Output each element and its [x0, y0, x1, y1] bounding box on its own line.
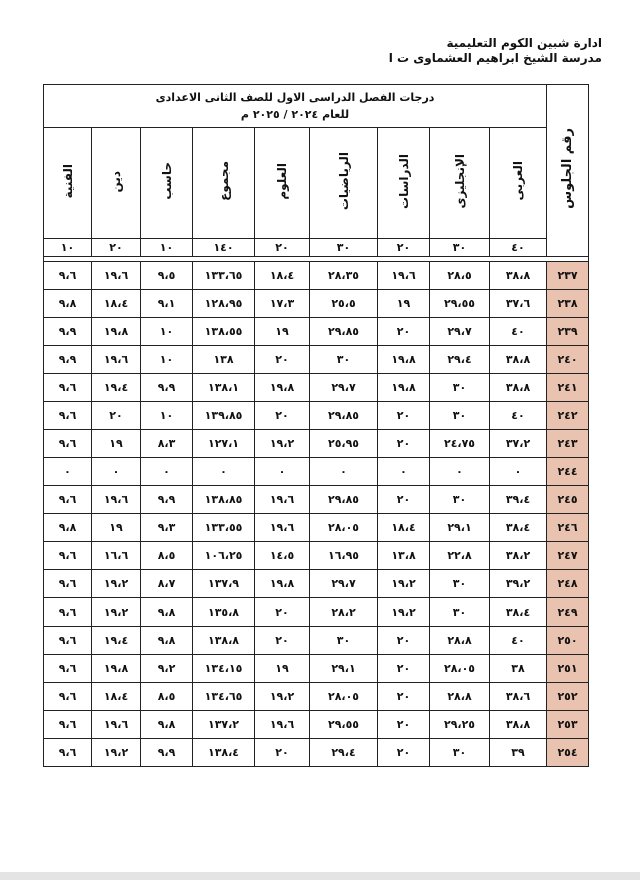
- column-headers: [44, 127, 589, 238]
- grade-cell: ١٩،٤: [92, 626, 141, 654]
- grade-cell: ٣٨،٨: [490, 373, 547, 401]
- grade-cell: ٢٩،٢٥: [430, 710, 490, 738]
- grade-cell: ٢٩،٨٥: [310, 486, 378, 514]
- max-score-cell: ١٠: [141, 238, 193, 256]
- student-row: [44, 542, 589, 570]
- grade-cell: ٩،٨: [141, 598, 193, 626]
- grade-cell: ١٩،٨: [92, 654, 141, 682]
- grade-cell: ١٤،٥: [255, 542, 310, 570]
- grade-cell: ٣٨،٨: [490, 261, 547, 289]
- grade-cell: ٣٩: [490, 738, 547, 766]
- grade-cell: ٢٠: [255, 626, 310, 654]
- max-score-cell: ٢٠: [255, 238, 310, 256]
- grade-cell: ٢٥،٩٥: [310, 430, 378, 458]
- grade-cell: ١٦،٦: [92, 542, 141, 570]
- grade-cell: ٠: [193, 458, 255, 486]
- grade-cell: ٢٠: [378, 710, 430, 738]
- seat-number-cell: ٢٤٧: [547, 542, 589, 570]
- grade-cell: ٩،٦: [44, 626, 92, 654]
- grade-cell: ١٩،٨: [255, 373, 310, 401]
- grade-cell: ٩،٦: [44, 402, 92, 430]
- student-row: [44, 598, 589, 626]
- grade-cell: ١٩،٤: [92, 373, 141, 401]
- grade-cell: ٩،٦: [44, 430, 92, 458]
- student-row: [44, 514, 589, 542]
- student-row: [44, 570, 589, 598]
- student-row: [44, 373, 589, 401]
- grade-cell: ١٨،٤: [255, 261, 310, 289]
- grade-cell: ٢٠: [378, 486, 430, 514]
- seat-number-cell: ٢٤٩: [547, 598, 589, 626]
- grade-cell: ٢٥،٥: [310, 289, 378, 317]
- grade-cell: ٣٠: [430, 738, 490, 766]
- grade-cell: ٢٠: [378, 317, 430, 345]
- grade-cell: ٨،٣: [141, 430, 193, 458]
- grade-cell: ٢٠: [378, 654, 430, 682]
- column-header: الدراسات: [378, 127, 430, 238]
- grade-cell: ٣٠: [430, 570, 490, 598]
- grade-cell: ١٩: [255, 654, 310, 682]
- seat-number-cell: ٢٤٤: [547, 458, 589, 486]
- grade-cell: ١٩،٨: [378, 373, 430, 401]
- grade-cell: ٠: [141, 458, 193, 486]
- grade-cell: ١٩،٢: [255, 430, 310, 458]
- grade-cell: ١٣٨،٨: [193, 626, 255, 654]
- grade-cell: ٩،٦: [44, 738, 92, 766]
- seat-number-cell: ٢٥٢: [547, 682, 589, 710]
- grade-cell: ٠: [255, 458, 310, 486]
- grade-cell: ٣٠: [430, 598, 490, 626]
- grade-cell: ١٨،٤: [378, 514, 430, 542]
- grade-cell: ٩،١: [141, 289, 193, 317]
- max-score-cell: ٤٠: [490, 238, 547, 256]
- grade-cell: ٩،٨: [44, 514, 92, 542]
- student-row: [44, 710, 589, 738]
- grade-cell: ٩،٦: [44, 570, 92, 598]
- grade-cell: ٢٠: [92, 402, 141, 430]
- grade-cell: ٩،٥: [141, 261, 193, 289]
- seat-number-cell: ٢٣٧: [547, 261, 589, 289]
- grade-cell: ٤٠: [490, 317, 547, 345]
- grade-cell: ٢٩،٥٥: [310, 710, 378, 738]
- seat-number-cell: ٢٤٠: [547, 345, 589, 373]
- seat-number-cell: ٢٤٦: [547, 514, 589, 542]
- grade-cell: ١٩،٢: [92, 598, 141, 626]
- grade-cell: ٢٨،٨: [430, 626, 490, 654]
- grade-cell: ٩،٦: [44, 486, 92, 514]
- student-row: [44, 317, 589, 345]
- student-row: [44, 486, 589, 514]
- grade-cell: ١٩،٢: [255, 682, 310, 710]
- grade-cell: ٨،٥: [141, 542, 193, 570]
- seat-number-cell: ٢٥٣: [547, 710, 589, 738]
- grade-cell: ١٣٤،١٥: [193, 654, 255, 682]
- grade-cell: ٢٨،٠٥: [430, 654, 490, 682]
- grade-cell: ٩،٦: [44, 542, 92, 570]
- grade-cell: ١٨،٤: [92, 289, 141, 317]
- grade-cell: ١٠: [141, 317, 193, 345]
- grade-cell: ٩،٩: [141, 486, 193, 514]
- grade-cell: ٩،٩: [44, 345, 92, 373]
- grade-cell: ٣٨،٨: [490, 710, 547, 738]
- grade-cell: ٩،٢: [141, 654, 193, 682]
- grade-cell: ١٩،٢: [92, 570, 141, 598]
- grade-cell: ٩،٦: [44, 598, 92, 626]
- grade-cell: ٩،٩: [141, 738, 193, 766]
- administration-name: ادارة شبين الكوم التعليمية: [446, 36, 602, 50]
- seat-number-cell: ٢٥٤: [547, 738, 589, 766]
- grade-cell: ٩،٦: [44, 654, 92, 682]
- grade-cell: ١٩،٢: [378, 570, 430, 598]
- grade-cell: ٩،٦: [44, 261, 92, 289]
- document-header: [389, 36, 602, 66]
- grade-cell: ٣٩،٤: [490, 486, 547, 514]
- grade-cell: ١٩،٢: [92, 738, 141, 766]
- student-row: [44, 402, 589, 430]
- grades-table: [43, 84, 589, 767]
- grade-cell: ١٩،٨: [92, 317, 141, 345]
- grade-cell: ٣٨،٤: [490, 598, 547, 626]
- grade-cell: ٠: [92, 458, 141, 486]
- student-row: [44, 682, 589, 710]
- table-title-line2: للعام ٢٠٢٤ / ٢٠٢٥ م: [240, 107, 350, 121]
- grade-cell: ٩،٦: [44, 710, 92, 738]
- grade-cell: ٣٨،٨: [490, 345, 547, 373]
- grade-cell: ٢٩،٨٥: [310, 402, 378, 430]
- grade-cell: ٣٨،٦: [490, 682, 547, 710]
- grade-cell: ١٩،٦: [378, 261, 430, 289]
- grade-cell: ٩،٩: [141, 373, 193, 401]
- grade-cell: ١٩،٢: [378, 598, 430, 626]
- student-row: [44, 289, 589, 317]
- grade-cell: ١٩،٦: [255, 486, 310, 514]
- grade-cell: ١٠: [141, 402, 193, 430]
- grade-cell: ٣٠: [430, 373, 490, 401]
- grade-cell: ٨،٧: [141, 570, 193, 598]
- max-score-cell: ١٠: [44, 238, 92, 256]
- max-score-cell: ٣٠: [310, 238, 378, 256]
- grade-cell: ٤٠: [490, 402, 547, 430]
- student-row: [44, 458, 589, 486]
- grade-cell: ٢٤،٧٥: [430, 430, 490, 458]
- grade-cell: ٠: [430, 458, 490, 486]
- student-row: [44, 345, 589, 373]
- table-title-line1: درجات الفصل الدراسى الاول للصف الثانى الاعدادى: [155, 90, 435, 104]
- seat-number-cell: ٢٤٥: [547, 486, 589, 514]
- grade-cell: ٢٩،٧: [310, 373, 378, 401]
- grade-cell: ٢٩،١: [430, 514, 490, 542]
- student-row: [44, 430, 589, 458]
- grade-cell: ٣٨،٢: [490, 542, 547, 570]
- grade-cell: ٢٠: [378, 738, 430, 766]
- student-row: [44, 654, 589, 682]
- seat-number-header: رقم الجلوس: [547, 85, 589, 257]
- seat-number-cell: ٢٣٨: [547, 289, 589, 317]
- page-bottom-edge: [0, 872, 640, 880]
- grade-cell: ١٣٨: [193, 345, 255, 373]
- grade-cell: ١٣٩،٨٥: [193, 402, 255, 430]
- grade-cell: ٣٨،٤: [490, 514, 547, 542]
- grade-cell: ٠: [378, 458, 430, 486]
- grade-cell: ١٩،٦: [255, 514, 310, 542]
- grade-cell: ١٩: [255, 317, 310, 345]
- grade-cell: ٢٩،٨٥: [310, 317, 378, 345]
- max-score-cell: ١٤٠: [193, 238, 255, 256]
- grade-cell: ١٨،٤: [92, 682, 141, 710]
- grade-cell: ١٣٣،٥٥: [193, 514, 255, 542]
- seat-number-cell: ٢٥٠: [547, 626, 589, 654]
- grade-cell: ٩،٣: [141, 514, 193, 542]
- grade-cell: ٢٨،٢: [310, 598, 378, 626]
- max-scores-row: [44, 238, 589, 256]
- grade-cell: ٣٠: [310, 345, 378, 373]
- grade-cell: ١٣٧،٩: [193, 570, 255, 598]
- grade-cell: ٩،٦: [44, 373, 92, 401]
- grade-cell: ١٣٨،٨٥: [193, 486, 255, 514]
- grade-cell: ١٣٨،١: [193, 373, 255, 401]
- seat-number-cell: ٢٤٨: [547, 570, 589, 598]
- grade-cell: ٩،٦: [44, 682, 92, 710]
- column-header: الإنجليزى: [430, 127, 490, 238]
- grade-cell: ١٩،٨: [255, 570, 310, 598]
- grade-cell: ٣٩،٢: [490, 570, 547, 598]
- grade-cell: ٢٩،١: [310, 654, 378, 682]
- grade-cell: ٢٠: [255, 345, 310, 373]
- grade-cell: ١٧،٣: [255, 289, 310, 317]
- grade-cell: ٢٠: [378, 402, 430, 430]
- grade-cell: ٣٧،٦: [490, 289, 547, 317]
- grade-cell: ١٩،٦: [92, 710, 141, 738]
- seat-number-cell: ٢٤١: [547, 373, 589, 401]
- grade-cell: ٠: [44, 458, 92, 486]
- grade-cell: ٢٩،٤: [310, 738, 378, 766]
- student-row: [44, 626, 589, 654]
- grade-cell: ٢٩،٤: [430, 345, 490, 373]
- seat-number-cell: ٢٥١: [547, 654, 589, 682]
- grade-cell: ١٩،٦: [92, 345, 141, 373]
- student-row: [44, 738, 589, 766]
- max-score-cell: ٢٠: [92, 238, 141, 256]
- grade-cell: ١٢٧،١: [193, 430, 255, 458]
- grade-cell: ١٣٥،٨: [193, 598, 255, 626]
- grade-cell: ٢٠: [255, 598, 310, 626]
- max-score-cell: ٢٠: [378, 238, 430, 256]
- grade-cell: ١٣٨،٤: [193, 738, 255, 766]
- grade-cell: ٣٠: [430, 486, 490, 514]
- grade-cell: ٣٧،٢: [490, 430, 547, 458]
- grade-cell: ١٣٣،٦٥: [193, 261, 255, 289]
- grade-cell: ١٩،٨: [378, 345, 430, 373]
- grade-cell: ٢٨،٠٥: [310, 514, 378, 542]
- grade-cell: ٢٨،٨: [430, 682, 490, 710]
- grade-cell: ١٣،٨: [378, 542, 430, 570]
- grade-cell: ٢٩،٧: [430, 317, 490, 345]
- grade-cell: ٢٨،٠٥: [310, 682, 378, 710]
- grade-cell: ٢٢،٨: [430, 542, 490, 570]
- column-header: دين: [92, 127, 141, 238]
- column-header: مجموع: [193, 127, 255, 238]
- grade-cell: ٩،٨: [44, 289, 92, 317]
- grade-cell: ١٩،٦: [92, 486, 141, 514]
- grade-cell: ١٠٦،٢٥: [193, 542, 255, 570]
- grade-cell: ٢٠: [378, 430, 430, 458]
- grade-cell: ١٩: [92, 430, 141, 458]
- grade-cell: ١٠: [141, 345, 193, 373]
- column-header: حاسب: [141, 127, 193, 238]
- grade-cell: ٢٩،٥٥: [430, 289, 490, 317]
- grade-cell: ٢٠: [378, 682, 430, 710]
- grade-cell: ١٣٤،٦٥: [193, 682, 255, 710]
- grade-cell: ١٩،٦: [255, 710, 310, 738]
- grade-cell: ٠: [490, 458, 547, 486]
- grade-cell: ١٩،٦: [92, 261, 141, 289]
- grade-cell: ٩،٨: [141, 626, 193, 654]
- grade-cell: ٣٠: [430, 402, 490, 430]
- student-row: [44, 261, 589, 289]
- grade-cell: ١٣٨،٥٥: [193, 317, 255, 345]
- column-header: الرياضيات: [310, 127, 378, 238]
- seat-number-cell: ٢٤٣: [547, 430, 589, 458]
- grade-cell: ٨،٥: [141, 682, 193, 710]
- max-score-cell: ٣٠: [430, 238, 490, 256]
- grade-cell: ٩،٩: [44, 317, 92, 345]
- grade-cell: ٢٠: [255, 402, 310, 430]
- grade-cell: ٢٠: [255, 738, 310, 766]
- column-header: الفنية: [44, 127, 92, 238]
- grade-cell: ١٣٧،٢: [193, 710, 255, 738]
- grade-cell: ٣٠: [310, 626, 378, 654]
- grade-cell: ٢٨،٥: [430, 261, 490, 289]
- grade-cell: ١٩: [378, 289, 430, 317]
- school-name: مدرسة الشيخ ابراهيم العشماوى ت ا: [388, 51, 602, 65]
- grade-cell: ٣٨: [490, 654, 547, 682]
- column-header: العربى: [490, 127, 547, 238]
- column-header: العلوم: [255, 127, 310, 238]
- table-title: [44, 85, 547, 128]
- seat-number-cell: ٢٤٢: [547, 402, 589, 430]
- grade-cell: ٢٠: [378, 626, 430, 654]
- grade-cell: ٢٨،٣٥: [310, 261, 378, 289]
- grade-cell: ٤٠: [490, 626, 547, 654]
- grade-cell: ٠: [310, 458, 378, 486]
- grade-cell: ٢٩،٧: [310, 570, 378, 598]
- grade-cell: ١٦،٩٥: [310, 542, 378, 570]
- grade-cell: ٩،٨: [141, 710, 193, 738]
- grade-cell: ١٢٨،٩٥: [193, 289, 255, 317]
- grade-cell: ١٩: [92, 514, 141, 542]
- seat-number-cell: ٢٣٩: [547, 317, 589, 345]
